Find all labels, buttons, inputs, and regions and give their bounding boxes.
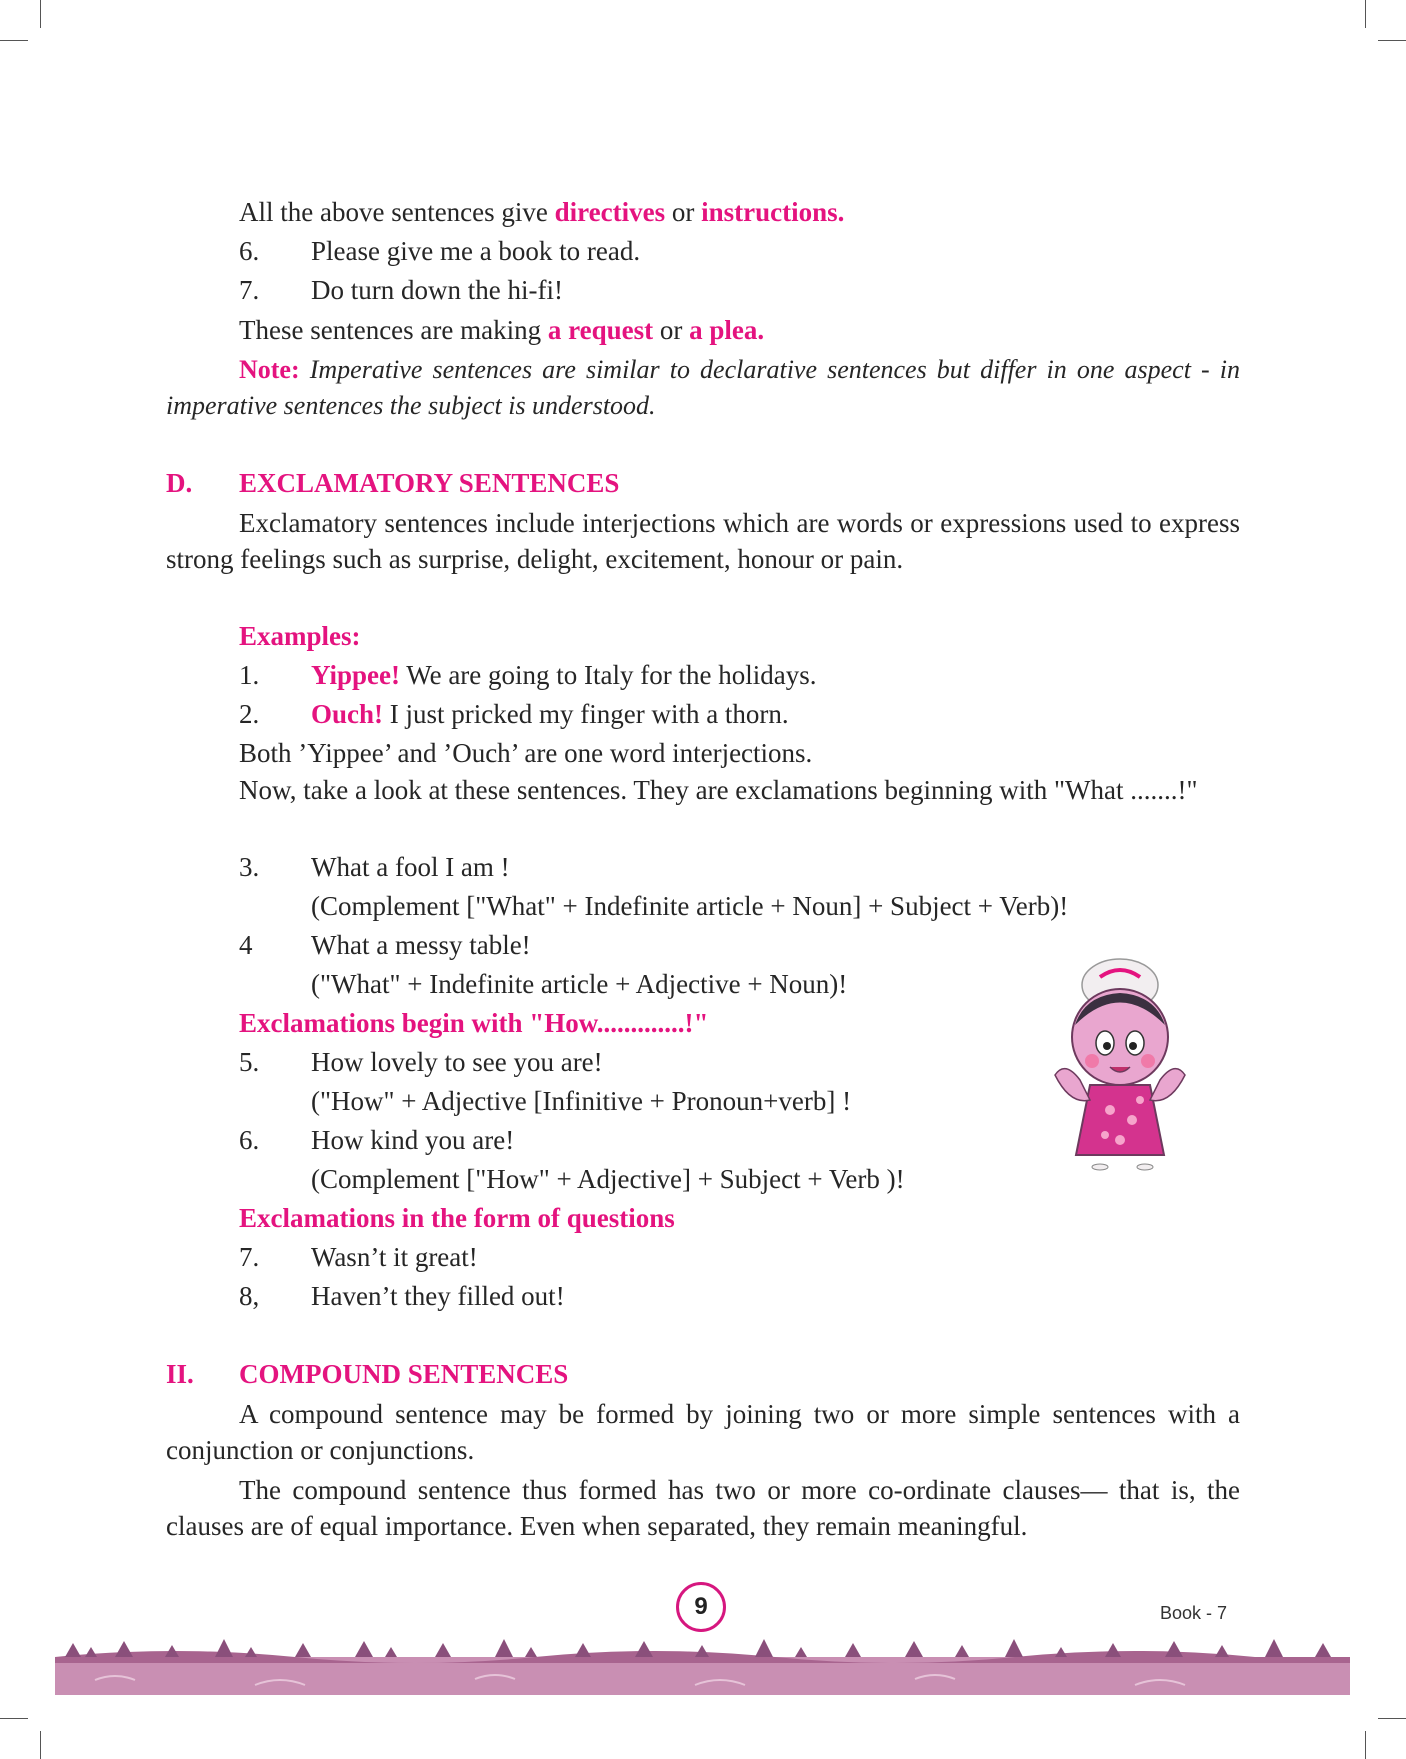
formula: ("How" + Adjective [Infinitive + Pronoun+verb] ! <box>311 1086 852 1116</box>
examples-label: Examples: <box>239 621 361 651</box>
crop-mark <box>1365 1731 1366 1759</box>
list-item: How kind you are! <box>311 1125 515 1155</box>
text-paragraph: Now, take a look at these sentences. They are exclamations beginning with "What .......!" <box>239 775 1198 805</box>
list-item: Yippee! We are going to Italy for the holidays. <box>311 660 817 690</box>
footer-decoration <box>55 1635 1350 1695</box>
item-number: 3. <box>239 852 260 882</box>
list-item: How lovely to see you are! <box>311 1047 603 1077</box>
interjection: Ouch! <box>311 699 384 729</box>
section-title: COMPOUND SENTENCES <box>239 1359 569 1389</box>
crop-mark <box>40 1731 41 1759</box>
crop-mark <box>1378 40 1406 41</box>
keyword-plea: a plea. <box>689 315 765 345</box>
item-number: 7. <box>239 1242 260 1272</box>
item-number: 6. <box>239 1125 260 1155</box>
request-line: These sentences are making a request or a plea. <box>239 315 765 345</box>
item-number: 7. <box>239 275 260 305</box>
section-letter: D. <box>166 468 193 498</box>
section-letter: II. <box>166 1359 194 1389</box>
item-number: 4 <box>239 930 253 960</box>
intro-line: All the above sentences give directives or instructions. <box>239 197 845 227</box>
item-number: 6. <box>239 236 260 266</box>
formula: (Complement ["What" + Indefinite article + Noun] + Subject + Verb)! <box>311 891 1069 921</box>
item-number: 1. <box>239 660 260 690</box>
note-paragraph: Note: Imperative sentences are similar to declarative sentences but differ in one aspect - in imperative sentences the subject is understood. <box>166 355 1240 420</box>
text-line: Both ’Yippee’ and ’Ouch’ are one word interjections. <box>239 738 813 768</box>
book-label: Book - 7 <box>1160 1603 1228 1623</box>
list-item: What a fool I am ! <box>311 852 510 882</box>
section-paragraph: The compound sentence thus formed has two or more co-ordinate clauses— that is, the clauses are of equal importance. Even when separated, they remain meaningful. <box>166 1475 1240 1541</box>
keyword-request: a request <box>547 315 654 345</box>
formula: ("What" + Indefinite article + Adjective + Noun)! <box>311 969 848 999</box>
how-heading: Exclamations begin with "How.............!" <box>239 1008 709 1038</box>
section-paragraph: Exclamatory sentences include interjections which are words or expressions used to express strong feelings such as surprise, delight, excitement, honour or pain. <box>166 508 1240 574</box>
list-item: Do turn down the hi-fi! <box>311 275 563 305</box>
list-item: Wasn’t it great! <box>311 1242 478 1272</box>
list-item: Haven’t they filled out! <box>311 1281 565 1311</box>
crop-mark <box>0 1718 28 1719</box>
crop-mark <box>40 0 41 28</box>
item-number: 5. <box>239 1047 260 1077</box>
formula: (Complement ["How" + Adjective] + Subject + Verb )! <box>311 1164 905 1194</box>
questions-heading: Exclamations in the form of questions <box>239 1203 675 1233</box>
section-paragraph: A compound sentence may be formed by joining two or more simple sentences with a conjunction or conjunctions. <box>166 1399 1240 1465</box>
crop-mark <box>0 40 28 41</box>
list-item: Ouch! I just pricked my finger with a thorn. <box>311 699 789 729</box>
section-title: EXCLAMATORY SENTENCES <box>239 468 620 498</box>
item-number: 8, <box>239 1281 260 1311</box>
keyword-directives: directives <box>554 197 666 227</box>
crop-mark <box>1378 1718 1406 1719</box>
cartoon-girl-illustration <box>1050 955 1190 1173</box>
item-number: 2. <box>239 699 260 729</box>
keyword-instructions: instructions. <box>701 197 845 227</box>
interjection: Yippee! <box>311 660 400 690</box>
page-number: 9 <box>676 1582 726 1632</box>
crop-mark <box>1365 0 1366 28</box>
list-item: Please give me a book to read. <box>311 236 641 266</box>
note-label: Note: <box>239 355 300 384</box>
list-item: What a messy table! <box>311 930 531 960</box>
